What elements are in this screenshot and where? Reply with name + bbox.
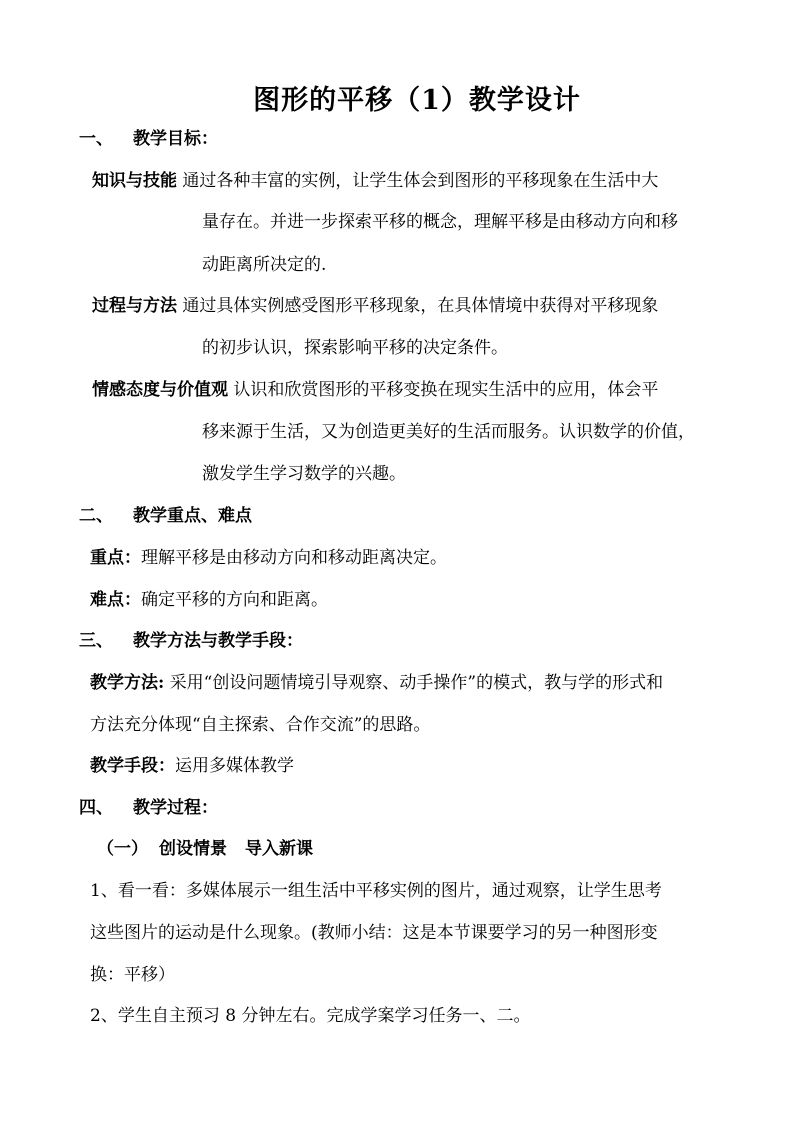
item1-line-1: 1、看一看：多媒体展示一组生活中平移实例的图片，通过观察，让学生思考 <box>90 881 662 901</box>
section-number: 四、 <box>79 798 113 818</box>
section-number: 三、 <box>79 631 113 651</box>
goal-knowledge-line-3: 动距离所决定的. <box>202 255 327 275</box>
goal-emotion-line-2: 移来源于生活，又为创造更美好的生活而服务。认识数学的价值， <box>202 422 695 442</box>
key-point-text: 理解平移是由移动方向和移动距离决定。 <box>141 548 447 568</box>
goal-process-line-2: 的初步认识，探索影响平移的决定条件。 <box>202 338 508 358</box>
goal-process-line-1 <box>92 295 658 317</box>
method-line-1 <box>90 672 663 694</box>
section-label: 教学目标： <box>133 129 218 149</box>
step-number: （一） <box>97 839 148 859</box>
goal-emotion-line-3: 激发学生学习数学的兴趣。 <box>202 464 406 484</box>
difficult-point-text: 确定平移的方向和距离。 <box>141 590 328 610</box>
method-text: 采用“创设问题情境引导观察、动手操作”的模式，教与学的形式和 <box>169 673 664 693</box>
method-label: 教学方法: <box>90 673 165 693</box>
section-heading-process <box>79 797 218 819</box>
goal-knowledge-line-2: 量存在。并进一步探索平移的概念，理解平移是由移动方向和移 <box>202 212 678 232</box>
item2-line-1: 2、学生自主预习 8 分钟左右。完成学案学习任务一、二。 <box>90 1006 531 1026</box>
item1-line-3: 换：平移） <box>90 965 175 985</box>
difficult-point-label: 难点： <box>90 590 141 610</box>
section-number: 二、 <box>79 506 113 526</box>
goal-process-label: 过程与方法 <box>92 296 177 316</box>
section-label: 教学重点、难点 <box>133 506 252 526</box>
item1-line-2: 这些图片的运动是什么现象。(教师小结：这是本节课要学习的另一种图形变 <box>90 923 658 943</box>
section-label: 教学过程： <box>133 798 218 818</box>
goal-knowledge-label: 知识与技能 <box>92 171 177 191</box>
section-number: 一、 <box>79 129 113 149</box>
step-part-a: 创设情景 <box>159 839 227 859</box>
section-heading-key-points <box>79 505 252 527</box>
key-point-line <box>90 547 447 569</box>
goal-knowledge-text: 通过各种丰富的实例，让学生体会到图形的平移现象在生活中大 <box>182 171 659 191</box>
goal-knowledge-line-1 <box>92 170 658 192</box>
means-text: 运用多媒体教学 <box>175 756 294 776</box>
section-heading-objectives <box>79 128 218 150</box>
method-line-2: 方法充分体现“自主探索、合作交流”的思路。 <box>90 715 431 735</box>
difficult-point-line <box>90 589 328 611</box>
key-point-label: 重点： <box>90 548 141 568</box>
means-line <box>90 755 294 777</box>
means-label: 教学手段： <box>90 756 175 776</box>
step-part-b: 导入新课 <box>245 839 313 859</box>
section-label: 教学方法与教学手段： <box>133 631 303 651</box>
section-heading-methods <box>79 630 303 652</box>
goal-emotion-text: 认识和欣赏图形的平移变换在现实生活中的应用，体会平 <box>233 380 659 400</box>
step-one-heading <box>97 838 313 860</box>
document-title: 图形的平移（1）教学设计 <box>253 85 581 116</box>
goal-process-text: 通过具体实例感受图形平移现象，在具体情境中获得对平移现象 <box>182 296 659 316</box>
goal-emotion-line-1 <box>92 379 658 401</box>
goal-emotion-label: 情感态度与价值观 <box>92 380 228 400</box>
